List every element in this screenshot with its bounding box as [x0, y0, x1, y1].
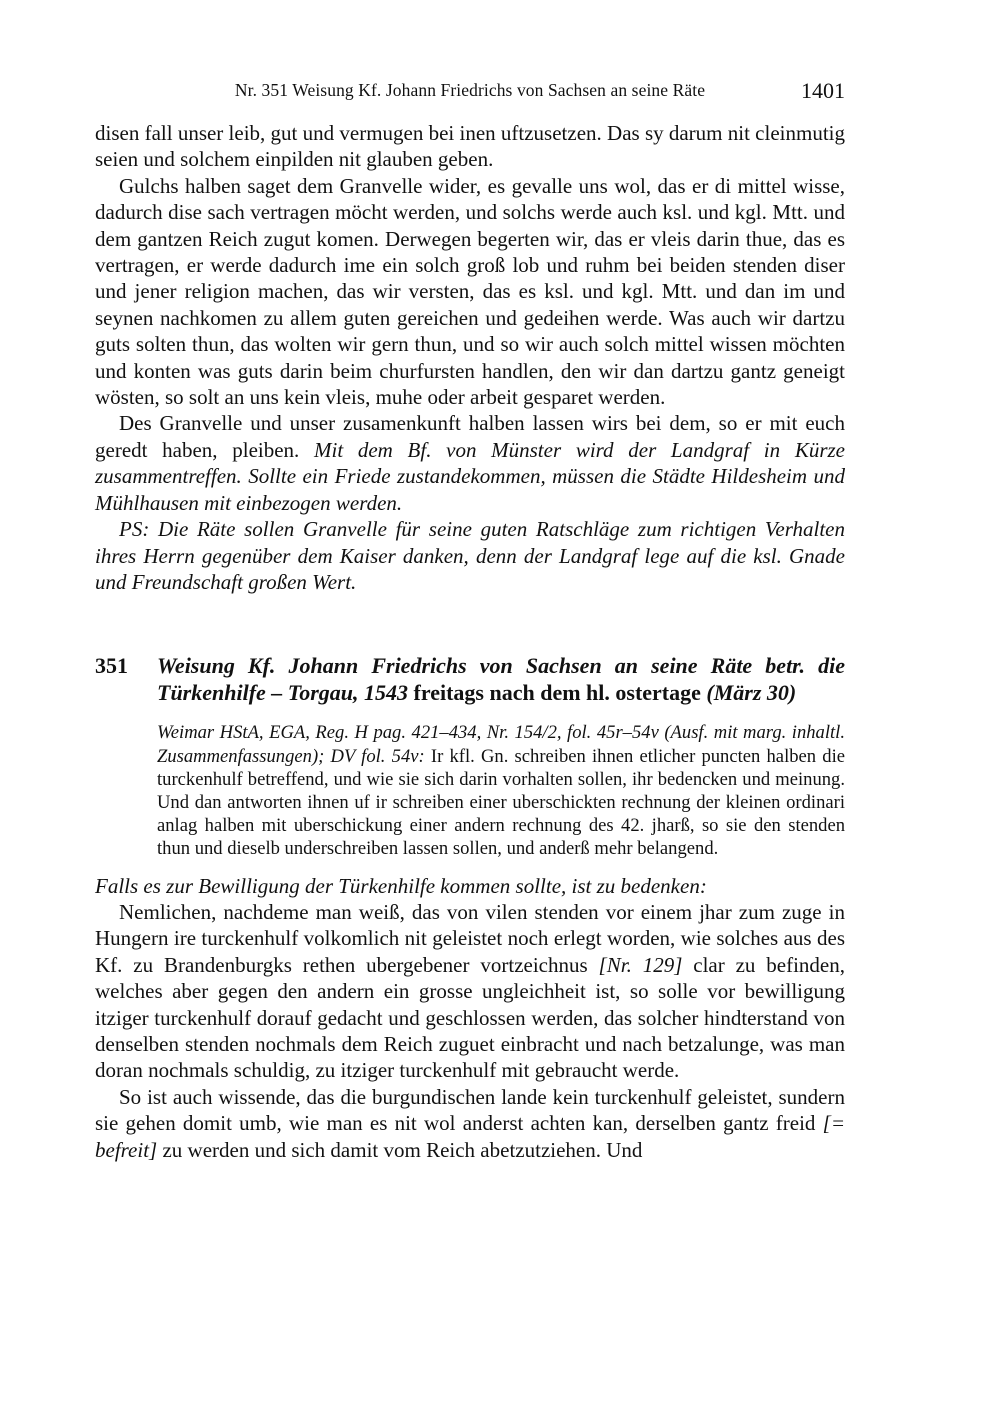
postscript-text: PS: Die Räte sollen Granvelle für seine guten Ratschläge zum richtigen Verhalten ihres Herrn gegenüber dem Kaiser danken, denn der Landgraf lege auf die ksl. Gnade und Freundschaft großen Wert.	[95, 517, 845, 594]
title-date: freitags nach dem hl. ostertage	[408, 680, 707, 706]
paragraph: Gulchs halben saget dem Granvelle wider, es gevalle uns wol, das er di mittel wisse, dadurch dise sach vertragen möcht werden, und solchs werde auch ksl. und kgl. Mtt. und dem gantzen Reich zugut komen. Derwegen begerten wir, das er vleis darin thue, das es vertragen, er werde dadurch ime ein solch groß lob und ruhm bei beiden stenden diser und jener religion machen, das wir versten, das es ksl. und kgl. Mtt. und dan im und seynen nachkomen zu allem guten gereichen und gedeihen werde. Was auch wir dartzu guts solten thun, das wolten wir gern thun, und so wir auch solch mittel wissen möchten und konten was guts darin beim churfursten handlen, den wir dan dartzu gantz geneigt wösten, so solt an uns kein vleis, muhe oder arbeit gesparet werden.	[95, 173, 845, 410]
source-note	[157, 721, 845, 860]
page-number: 1401	[801, 78, 845, 103]
paragraph: disen fall unser leib, gut und vermugen bei inen uftzusetzen. Das sy darum nit cleinmutig seien und solchem einpilden nit glauben geben.	[95, 121, 845, 172]
summary-text: Falls es zur Bewilligung der Türkenhilfe kommen sollte, ist zu bedenken:	[95, 873, 707, 898]
dorsal-note: Ir kfl. Gn. schreiben ihnen etlicher puncten halben die turckenhulf betreffend, und wie sie sich darin vorhalten sollen, ihr bedencken und meinung. Und dan antworten ihnen uf ir schreiben einer uberschickten rechnung der kleinen ordinari anlag halben mit uberschickung einer andern rechnung des 42. jharß, so sie den stenden thun und dieselb underschreiben lassen sollen, und anderß mehr belangend.	[157, 745, 845, 860]
document-body	[95, 873, 845, 1163]
source-citation: Weimar HStA, EGA, Reg. H pag. 421–434, Nr. 154/2, fol. 45r–54v (Ausf. mit marg. inhaltl. Zusammenfassungen); DV fol. 54v:	[157, 722, 845, 767]
source-note-text	[157, 721, 845, 860]
page-header	[95, 78, 845, 108]
document-title	[157, 652, 845, 706]
paragraph-text: Nemlichen, nachdeme man weiß, das von vilen stenden vor einem jhar zum zuge in Hungern ire turckenhulf volkomlich nit geleistet noch erlegt worden, wie solches aus des Kf. zu Brandenburgks rethen ubergebener vortzeichnus	[95, 899, 845, 977]
document-number: 351	[95, 653, 128, 679]
paragraph-text: So ist auch wissende, das die burgundischen lande kein turckenhulf geleistet, sundern sie gehen domit umb, wie man es nit wol anderst achten kan, derselben gantz freid	[95, 1084, 845, 1136]
paragraph-text: zu werden und sich damit vom Reich abetzutziehen. Und	[157, 1137, 643, 1162]
summary-line	[95, 873, 845, 899]
title-date-normalized: (März 30)	[706, 680, 797, 706]
document-heading	[95, 652, 845, 706]
paragraph-text: Des Granvelle und unser zusamenkunft halben lassen wirs bei dem, so er mit euch geredt haben, pleiben.	[95, 411, 845, 462]
paragraph	[95, 410, 845, 516]
title-text: Weisung Kf. Johann Friedrichs von Sachsen an seine Räte betr. die Türkenhilfe – Torgau, 1543	[157, 653, 845, 706]
postscript	[95, 516, 845, 595]
running-head: Nr. 351 Weisung Kf. Johann Friedrichs von Sachsen an seine Räte	[234, 80, 706, 100]
paragraph-text: clar zu befinden, welches aber gegen den andern ein grosse ungleichheit ist, so solle vor bewilligung itziger turckenhulf dorauf gedacht und geschlossen werden, das solcher hindterstand von denselben stenden nochmals dem Reich zuguet einbracht und nach betzalunge, was man doran nochmals schuldig, zu itziger turckenhulf mit gebraucht werde.	[95, 952, 845, 1083]
editorial-gloss: [= befreit]	[95, 1111, 845, 1162]
cross-reference: [Nr. 129]	[598, 952, 683, 977]
document-page	[95, 78, 845, 1163]
paragraph	[95, 1084, 845, 1163]
previous-document-text	[95, 120, 845, 595]
editorial-summary: Mit dem Bf. von Münster wird der Landgraf in Kürze zusammentreffen. Sollte ein Friede zustandekommen, müssen die Städte Hildesheim und Mühlhausen mit einbezogen werden.	[95, 437, 846, 515]
paragraph	[95, 899, 845, 1084]
